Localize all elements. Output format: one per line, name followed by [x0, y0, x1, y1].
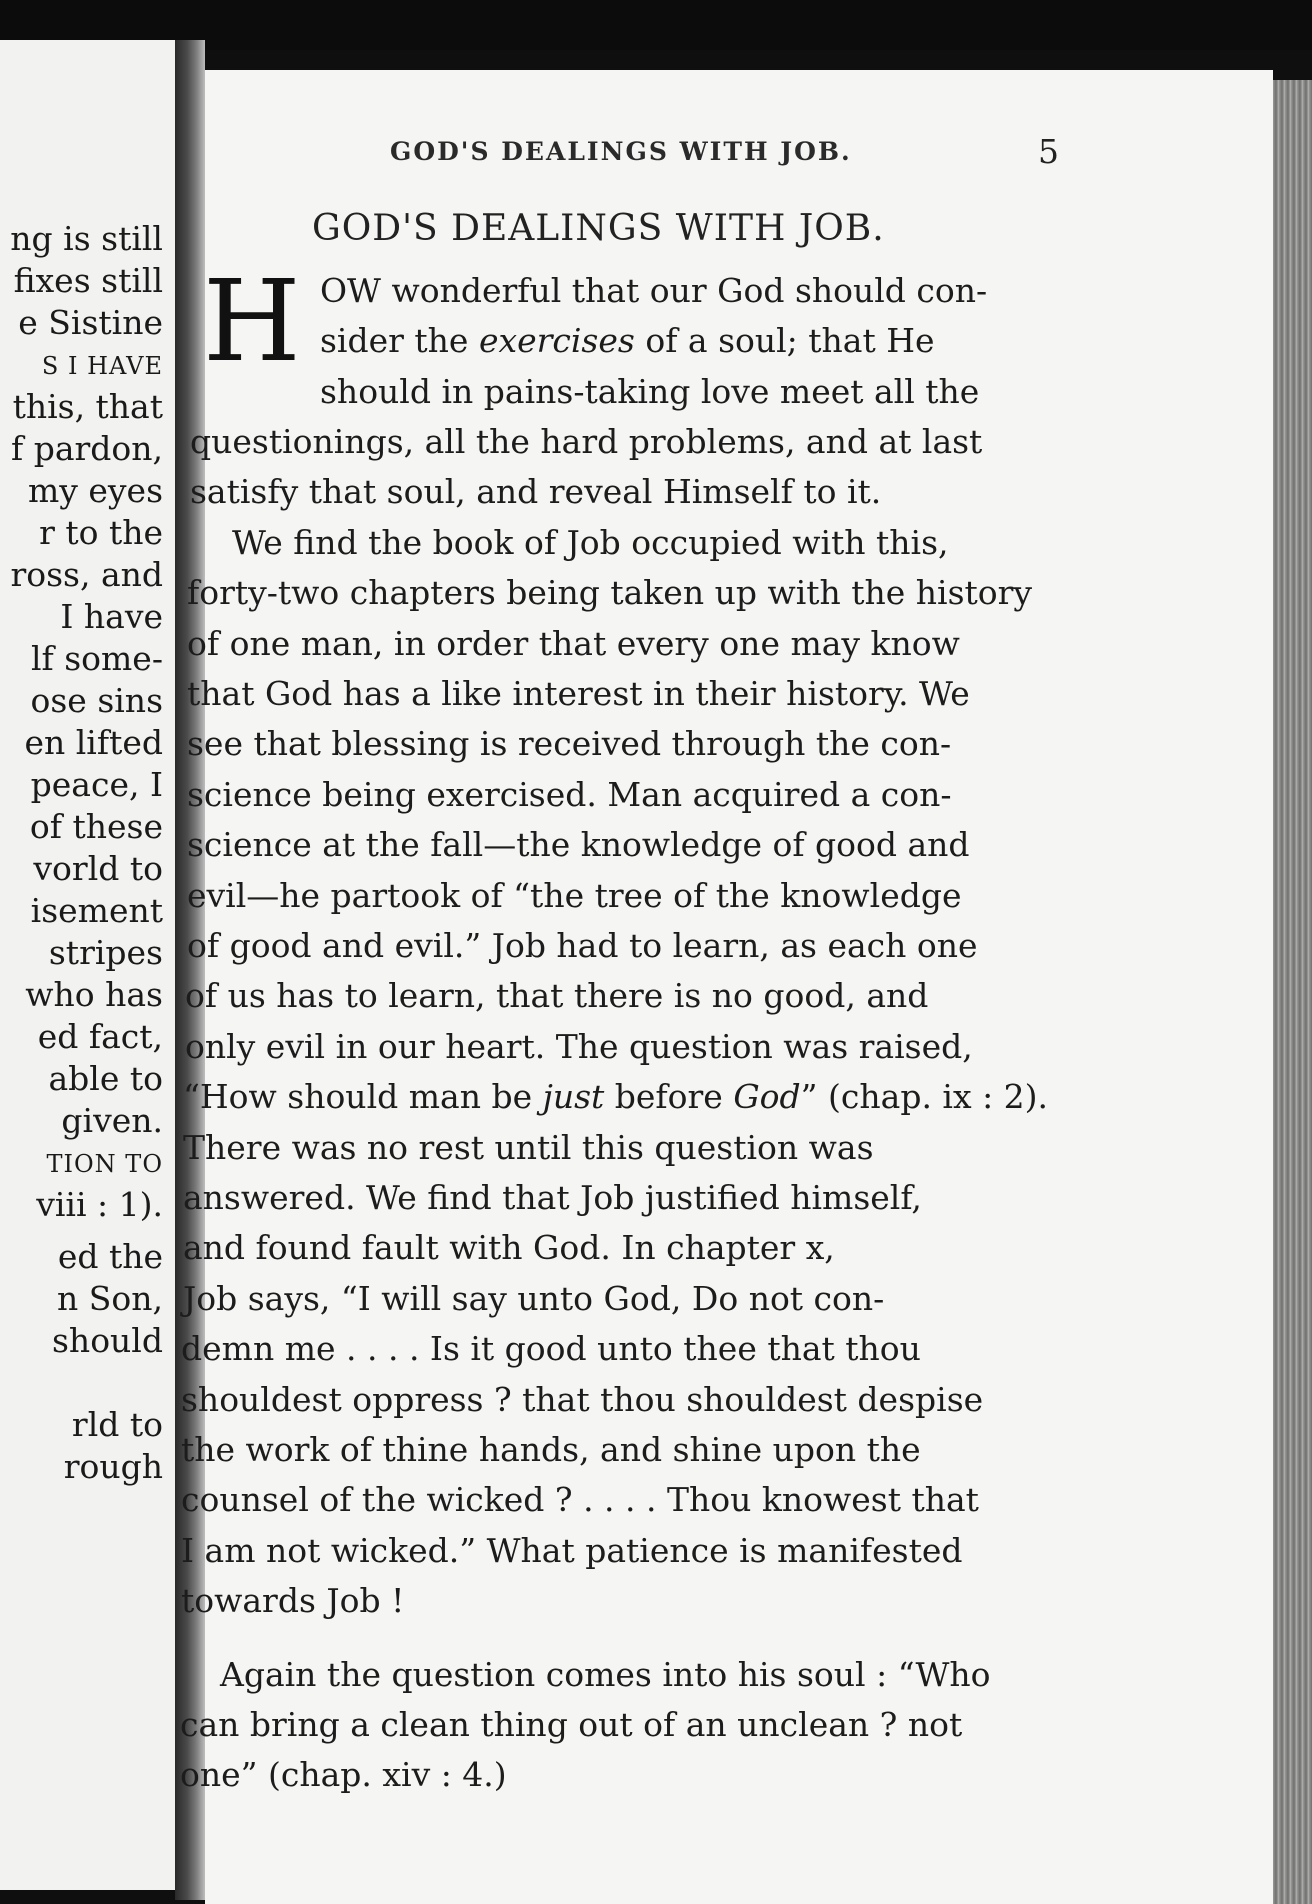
chapter-title: GOD'S DEALINGS WITH JOB.	[312, 208, 885, 249]
text-line: answered. We find that Job justified himself,	[183, 1178, 922, 1217]
text-line: OW wonderful that our God should con-	[320, 271, 988, 310]
text-line: counsel of the wicked ? . . . . Thou knowest that	[181, 1480, 979, 1519]
left-page-line: stripes	[48, 933, 163, 972]
text-line: “How should man be just before God” (chap. ix : 2).	[183, 1077, 1049, 1116]
left-page	[0, 40, 175, 1890]
text-line: I am not wicked.” What patience is manifested	[181, 1531, 963, 1570]
left-page-line: r to the	[39, 513, 163, 552]
emphasis: just	[542, 1077, 605, 1116]
left-page-line: ed the	[57, 1237, 163, 1276]
emphasis: God	[733, 1077, 801, 1116]
text-line: sider the exercises of a soul; that He	[320, 321, 935, 360]
drop-cap: H	[203, 257, 301, 387]
text-line: of us has to learn, that there is no good, and	[185, 976, 929, 1015]
text-line: towards Job !	[181, 1581, 405, 1620]
left-page-line: my eyes	[27, 471, 163, 510]
page-number: 5	[1038, 132, 1059, 171]
left-page-line: isement	[30, 891, 163, 930]
left-page-line: lf some-	[30, 639, 163, 678]
left-page-line: n Son,	[57, 1279, 163, 1318]
left-page-line: peace, I	[30, 765, 163, 804]
left-page-line: ose sins	[30, 681, 163, 720]
text-line: Job says, “I will say unto God, Do not con-	[183, 1279, 885, 1318]
text-line: demn me . . . . Is it good unto thee that thou	[181, 1329, 921, 1368]
left-page-line: should	[52, 1321, 163, 1360]
text-line: We find the book of Job occupied with this,	[232, 523, 949, 562]
left-page-line: vorld to	[33, 849, 163, 888]
text-line: evil—he partook of “the tree of the knowledge	[187, 876, 962, 915]
text-line: forty-two chapters being taken up with the history	[187, 573, 1033, 612]
text-line: should in pains-taking love meet all the	[320, 372, 980, 411]
left-page-line: able to	[48, 1059, 163, 1098]
text-line: shouldest oppress ? that thou shouldest despise	[181, 1380, 984, 1419]
text-line: that God has a like interest in their history. We	[187, 674, 970, 713]
left-page-line: viii : 1).	[36, 1185, 163, 1224]
text-line: the work of thine hands, and shine upon the	[181, 1430, 921, 1469]
left-page-line: fixes still	[13, 261, 163, 300]
text-line: questionings, all the hard problems, and at last	[190, 422, 983, 461]
left-page-line: e Sistine	[18, 303, 163, 342]
text-line: one” (chap. xiv : 4.)	[180, 1755, 507, 1794]
text-line: of good and evil.” Job had to learn, as each one	[187, 926, 978, 965]
emphasis: exercises	[478, 321, 635, 360]
text-line: only evil in our heart. The question was raised,	[185, 1027, 973, 1066]
text-line: satisfy that soul, and reveal Himself to it.	[190, 472, 882, 511]
text-line: science being exercised. Man acquired a con-	[187, 775, 952, 814]
left-page-line: given.	[61, 1101, 163, 1140]
left-page-line: en lifted	[24, 723, 163, 762]
page-edge	[1273, 80, 1312, 1904]
text-line: and found fault with God. In chapter x,	[183, 1228, 835, 1267]
left-page-line: of these	[29, 807, 163, 846]
left-page-line: rld to	[71, 1405, 163, 1444]
left-page-line: TION TO	[46, 1150, 163, 1178]
left-page-line: f pardon,	[10, 429, 163, 468]
running-head: GOD'S DEALINGS WITH JOB.	[390, 137, 852, 166]
left-page-line: S I HAVE	[41, 352, 163, 380]
left-page-line: ed fact,	[37, 1017, 163, 1056]
left-page-line: this, that	[12, 387, 163, 426]
left-page-line: rough	[63, 1447, 163, 1486]
left-page-line: ng is still	[10, 219, 163, 258]
book-gutter	[175, 40, 205, 1900]
text-line: science at the fall—the knowledge of good and	[187, 825, 970, 864]
left-page-line: ross, and	[10, 555, 163, 594]
text-line: There was no rest until this question was	[183, 1128, 874, 1167]
text-line: can bring a clean thing out of an unclean ? not	[180, 1705, 963, 1744]
left-page-line: I have	[60, 597, 163, 636]
left-page-line: who has	[25, 975, 163, 1014]
text-line: Again the question comes into his soul : “Who	[220, 1655, 991, 1694]
text-line: see that blessing is received through the con-	[187, 724, 952, 763]
text-line: of one man, in order that every one may know	[187, 624, 960, 663]
